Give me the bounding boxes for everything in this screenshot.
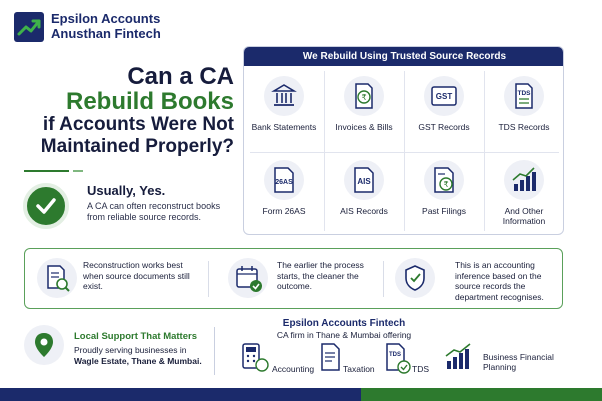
- brand-logo: [14, 12, 44, 42]
- gst-icon: [424, 76, 464, 116]
- svg-text:26AS: 26AS: [275, 179, 293, 186]
- document-search-icon: [37, 258, 77, 298]
- brand-name: [51, 11, 161, 41]
- local-text-prefix: Proudly serving businesses in: [74, 345, 187, 355]
- brand-line-2: Anusthan Fintech: [51, 26, 161, 41]
- source-item-past-filings: [404, 153, 484, 235]
- local-text-location: Wagle Estate, Thane & Mumbai.: [74, 355, 202, 366]
- source-label: AIS Records: [340, 206, 388, 216]
- source-label: GST Records: [418, 122, 470, 132]
- growth-chart-icon: [504, 160, 544, 200]
- calendar-check-icon: [228, 258, 268, 298]
- title-line-3: if Accounts Were Not: [42, 114, 234, 135]
- source-item-form-26as: [244, 153, 324, 235]
- source-item-gst: [404, 69, 484, 154]
- tds-doc-icon: [384, 341, 412, 380]
- insight-text: This is an accounting inference based on the source records the department recognises.: [455, 260, 544, 302]
- service-label: Accounting: [272, 364, 315, 374]
- calculator-icon: [240, 341, 270, 378]
- tds-icon: [504, 76, 544, 116]
- title-line-4: Maintained Properly?: [40, 136, 234, 157]
- insight-text: Reconstruction works best when source documents still exist.: [83, 260, 190, 291]
- form-26as-icon: [264, 160, 304, 200]
- svg-text:₹: ₹: [443, 180, 449, 189]
- divider: [383, 261, 384, 297]
- source-item-bank-statements: [244, 69, 324, 154]
- source-label: Past Filings: [422, 206, 466, 216]
- check-icon: [23, 183, 69, 229]
- answer-title: Usually, Yes.: [87, 183, 166, 198]
- source-label: TDS Records: [498, 122, 550, 132]
- source-label: Bank Statements: [251, 122, 317, 132]
- ais-icon: [344, 160, 384, 200]
- divider: [214, 327, 215, 375]
- divider: [208, 261, 209, 297]
- bank-icon: [264, 76, 304, 116]
- title-line-2: Rebuild Books: [65, 88, 234, 115]
- answer-text: A CA can often reconstruct books from reliable source records.: [87, 201, 221, 222]
- firm-subtitle: CA firm in Thane & Mumbai offering: [276, 330, 412, 340]
- page-title: [22, 64, 234, 158]
- svg-text:GST: GST: [435, 92, 453, 101]
- source-label: Form 26AS: [262, 206, 306, 216]
- insights-band: [24, 248, 563, 309]
- service-label: Taxation: [343, 364, 375, 374]
- divider: [24, 170, 69, 172]
- title-line-1: Can a CA: [127, 63, 234, 90]
- source-label: And Other Information: [502, 206, 546, 226]
- svg-text:₹: ₹: [361, 93, 367, 102]
- tax-document-icon: [318, 341, 344, 378]
- shield-check-icon: [395, 258, 435, 298]
- service-label: TDS: [412, 364, 429, 374]
- growth-arrow-icon: [14, 12, 44, 42]
- source-label: Invoices & Bills: [335, 122, 393, 132]
- source-item-ais: [324, 153, 404, 235]
- source-item-invoices: [324, 69, 404, 154]
- location-pin-icon: [24, 325, 64, 365]
- past-filings-icon: [424, 160, 464, 200]
- source-item-tds: [484, 69, 564, 154]
- firm-title: Epsilon Accounts Fintech: [282, 318, 406, 329]
- svg-text:TDS: TDS: [389, 352, 401, 358]
- invoice-icon: [344, 76, 384, 116]
- panel-heading: We Rebuild Using Trusted Source Records: [244, 47, 564, 66]
- source-records-panel: [243, 46, 564, 235]
- footer-bar: [0, 388, 602, 401]
- service-label: Business Financial Planning: [483, 352, 554, 372]
- insight-text: The earlier the process starts, the cleaner the outcome.: [277, 260, 364, 291]
- divider-accent: [73, 170, 83, 172]
- svg-text:AIS: AIS: [357, 177, 371, 186]
- local-title: Local Support That Matters: [74, 331, 197, 342]
- brand-line-1: Epsilon Accounts: [51, 11, 161, 26]
- bar-growth-icon: [444, 341, 474, 378]
- svg-text:TDS: TDS: [517, 90, 531, 97]
- source-item-other: [484, 153, 564, 235]
- local-text: [74, 345, 214, 366]
